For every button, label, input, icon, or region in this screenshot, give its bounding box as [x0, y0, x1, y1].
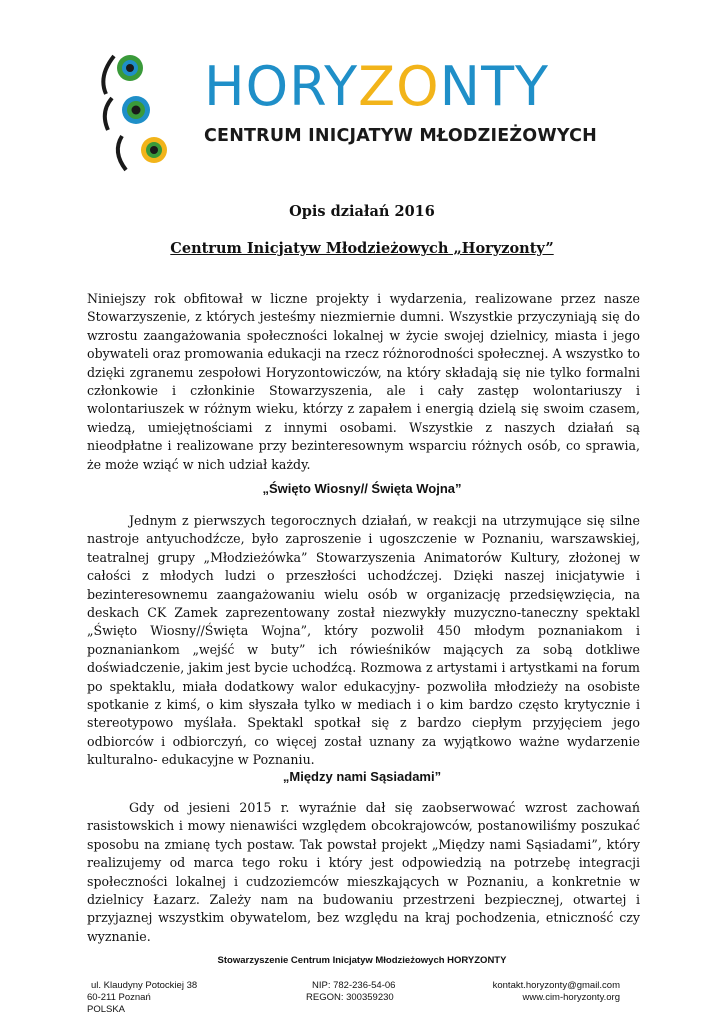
footer-nip: NIP: 782-236-54-06	[312, 980, 396, 991]
logo-subtitle: CENTRUM INICJATYW MŁODZIEŻOWYCH	[204, 126, 597, 146]
footer-website-link[interactable]: www.cim-horyzonty.org	[522, 992, 620, 1003]
section1-heading: „Święto Wiosny// Święta Wojna”	[262, 481, 462, 496]
intro-paragraph: Niniejszy rok obfitował w liczne projekty i wydarzenia, realizowane przez nasze Stowarzyszenie, z których jesteśmy niezmiernie dumni. Wszystkie przyczyniają się do wzrostu zaangażowania społeczności lokalnej w życie swojej dzielnicy, miasta i jego obywateli oraz promowania edukacji na rzecz różnorodności społecznej. A wszystko to dzięki zgranemu zespołowi Horyzontowiczów, na który składają się nie tylko formalni członkowie i członkinie Stowarzyszenia, ale i cały zastęp wolontariuszy i wolontariuszek w różnym wieku, którzy z zapałem i energią dzielą się swoim czasem, wiedzą, umiejętnościami z innymi osobami. Wszystkie z naszych działań są nieodpłatne i realizowane przy bezinteresownym wsparciu różnych osób, co sprawia, że może wziąć w nich udział każdy.	[87, 291, 640, 472]
document-title: Opis działań 2016	[289, 203, 435, 220]
document-subtitle: Centrum Inicjatyw Młodzieżowych „Horyzonty”	[170, 240, 554, 257]
section2-paragraph: Gdy od jesieni 2015 r. wyraźnie dał się zaobserwować wzrost zachowań rasistowskich i mowy nienawiści względem obcokrajowców, postanowiliśmy poszukać sposobu na zmianę tych postaw. Tak powstał projekt „Między nami Sąsiadami”, który realizujemy od marca tego roku i który jest odpowiedzią na potrzebę integracji społeczności lokalnej i cudzoziemców mieszkających w Poznaniu, a konkretnie w dzielnicy Łazarz. Zależy nam na budowaniu przestrzeni bezpiecznej, otwartej i przyjaznej wszystkim obywatelom, bez względu na kraj pochodzenia, etniczność czy wyznanie.	[87, 800, 640, 944]
footer-street: ul. Klaudyny Potockiej 38	[91, 980, 198, 991]
footer-city: 60-211 Poznań	[87, 992, 151, 1003]
footer-address	[87, 980, 197, 1016]
footer-contact	[493, 980, 620, 1004]
footer-country: POLSKA	[87, 1004, 126, 1015]
footer-registration	[306, 980, 395, 1004]
footer-organization: Stowarzyszenie Centrum Inicjatyw Młodzieżowych HORYZONTY	[217, 955, 507, 966]
section1-block	[87, 512, 640, 770]
logo	[96, 46, 597, 176]
section2-block	[87, 799, 640, 946]
eyes-logo-icon	[96, 46, 206, 176]
intro-block	[87, 290, 640, 474]
footer-regon: REGON: 300359230	[306, 992, 394, 1003]
logo-wordmark: HORYZONTY	[204, 55, 550, 118]
section1-paragraph: Jednym z pierwszych tegorocznych działań, w reakcji na utrzymujące się silne nastroje antyuchodźcze, było zaproszenie i ugoszczenie w Poznaniu, warszawskiej, teatralnej grupy „Młodzieżówka” Stowarzyszenia Animatorów Kultury, złożonej w całości z młodych ludzi o przeszłości uchodźczej. Dzięki naszej inicjatywie i bezinteresownemu zaangażowaniu wielu osób w organizację przedsięwzięcia, na deskach CK Zamek zaprezentowany został niezwykły muzyczno-taneczny spektakl „Święto Wiosny//Święta Wojna”, który pozwolił 450 młodym poznaniakom i poznaniankom „wejść w buty” ich rówieśników mających za sobą dotkliwe doświadczenie, jakim jest bycie uchodźcą. Rozmowa z artystami i artystkami na forum po spektaklu, miała dodatkowy walor edukacyjny- pozwoliła młodzieży na osobiste spotkanie z kimś, o kim słyszała tylko w mediach i o kim bardzo często krytycznie i stereotypowo myślała. Spektakl spotkał się z bardzo ciepłym przyjęciem jego odbiorców i odbiorczyń, co więcej został uznany za wyjątkowo ważne wydarzenie kulturalno- edukacyjne w Poznaniu.	[87, 513, 640, 768]
footer-email-link[interactable]: kontakt.horyzonty@gmail.com	[492, 980, 620, 991]
section2-heading: „Między nami Sąsiadami”	[282, 769, 442, 784]
